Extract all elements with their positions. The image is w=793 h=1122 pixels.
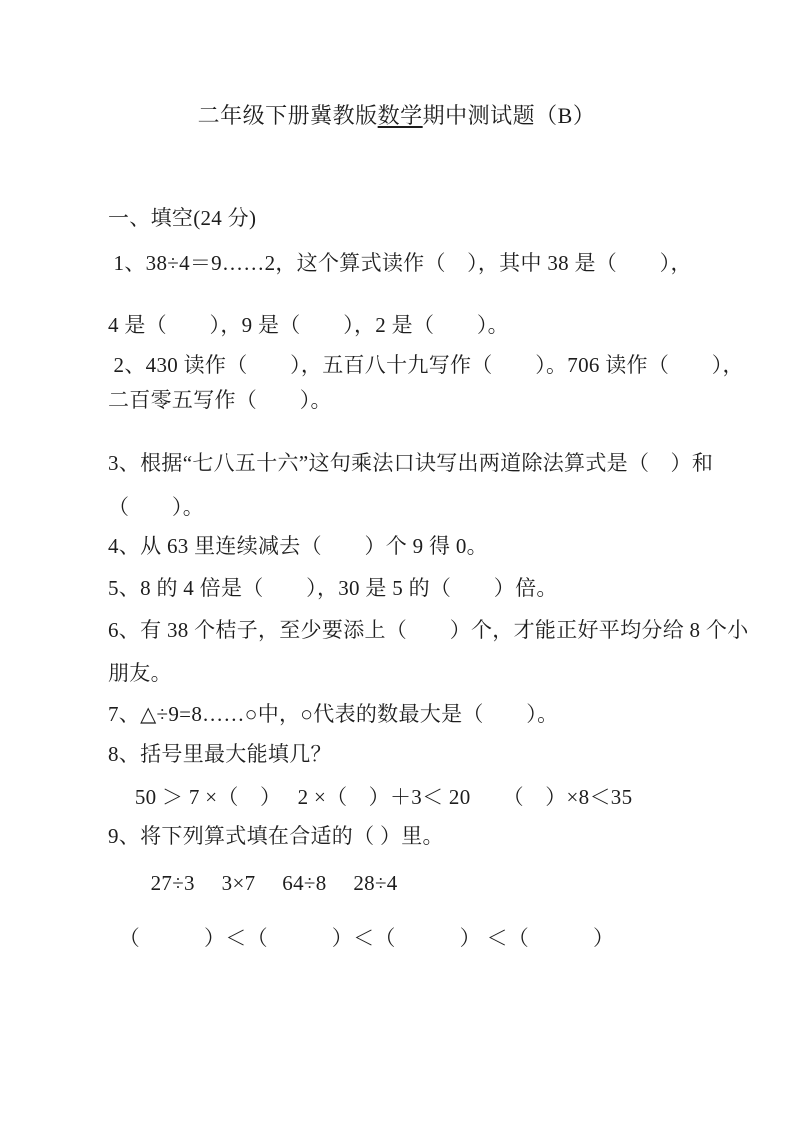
question-6-line-1: 6、有 38 个桔子，至少要添上（ ）个，才能正好平均分给 8 个小 <box>108 618 749 642</box>
title-prefix: 二年级下册冀教版 <box>197 103 378 128</box>
question-1-line-1: 1、38÷4＝9……2，这个算式读作（ ），其中 38 是（ ）， <box>108 251 692 275</box>
section-heading-fill-in-blanks: 一、填空(24 分) <box>108 206 257 230</box>
question-1-line-2: 4 是（ ），9 是（ ），2 是（ ）。 <box>108 313 509 337</box>
title-underlined-word: 数学 <box>377 103 423 128</box>
question-2-line-2: 二百零五写作（ ）。 <box>108 388 332 412</box>
question-4-line-1: 4、从 63 里连续减去（ ）个 9 得 0。 <box>108 534 488 558</box>
title-suffix: 期中测试题（B） <box>422 103 596 128</box>
question-5-line-1: 5、8 的 4 倍是（ ），30 是 5 的（ ）倍。 <box>108 576 558 600</box>
question-9-expressions-row: 27÷3 3×7 64÷8 28÷4 <box>108 871 398 895</box>
question-7-line-1: 7、△÷9=8……○中，○代表的数最大是（ ）。 <box>108 702 559 726</box>
question-3-line-2: （ ）。 <box>108 495 204 519</box>
question-8-blanks-row: 50 ＞ 7 ×（ ） 2 ×（ ）＋3＜ 20 （ ）×8＜35 <box>108 785 633 809</box>
question-6-line-2: 朋友。 <box>108 661 172 685</box>
question-2-line-1: 2、430 读作（ ），五百八十九写作（ ）。706 读作（ ）， <box>108 353 744 377</box>
question-9-line-1: 9、将下列算式填在合适的（ ）里。 <box>108 824 444 848</box>
page-title <box>0 0 793 131</box>
question-8-line-1: 8、括号里最大能填几？ <box>108 742 332 766</box>
question-9-answer-row: （ ）＜（ ）＜（ ） ＜（ ） <box>108 926 615 950</box>
question-3-line-1: 3、根据“七八五十六”这句乘法口诀写出两道除法算式是（ ）和 <box>108 451 714 475</box>
